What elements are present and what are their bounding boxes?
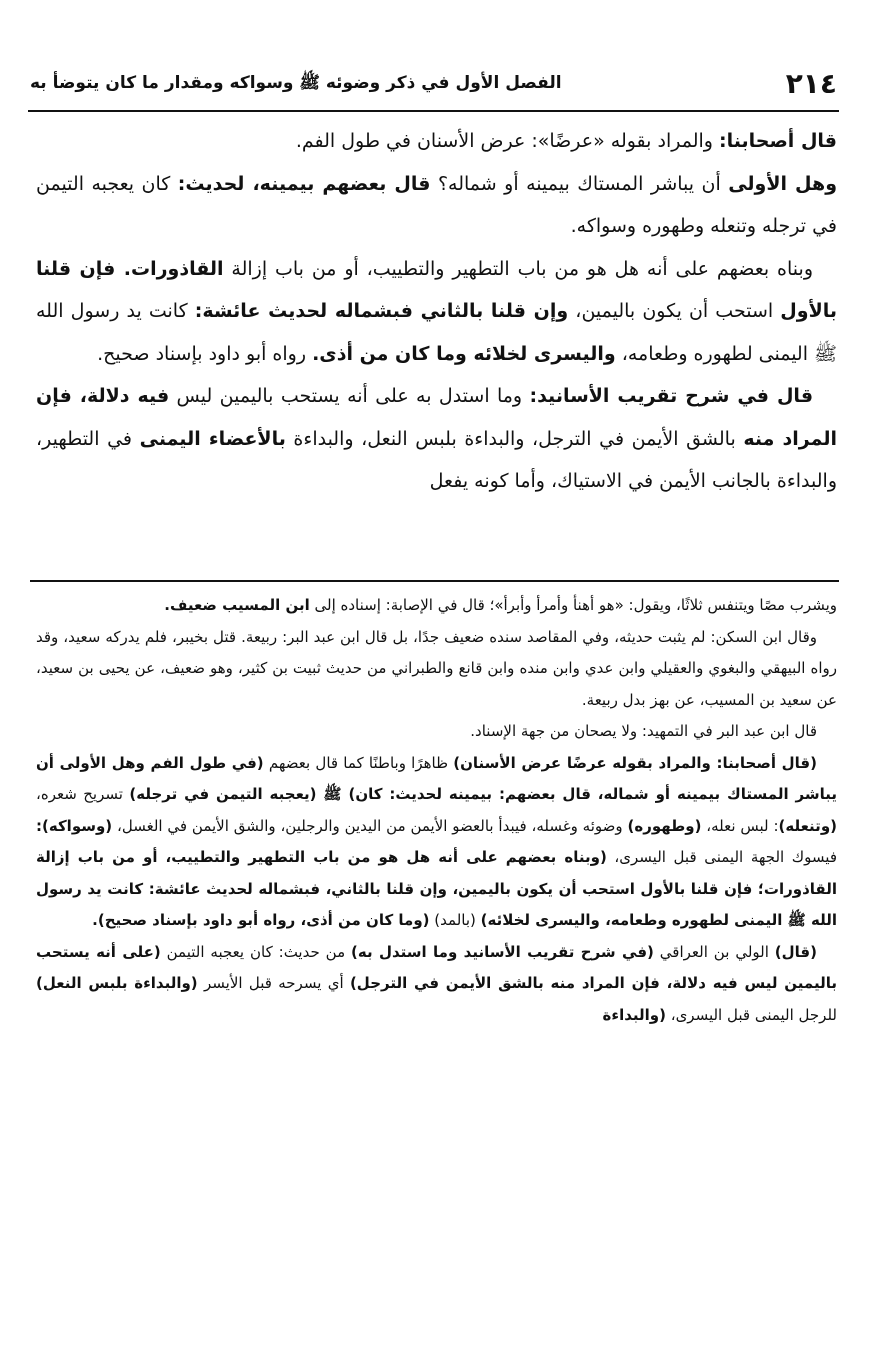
fn4-bold-7: (وما كان من أذى، رواه أبو داود بإسناد صحيح). — [92, 911, 430, 929]
main-p3-text-2: استحب أن يكون باليمين، — [568, 300, 781, 322]
footnote-rule — [30, 580, 839, 582]
fn4-bold-3: (وتنعله) — [778, 816, 837, 835]
main-p3-text-4: رواه أبو داود بإسناد صحيح. — [97, 342, 313, 365]
main-paragraph-4 — [36, 375, 837, 503]
main-p4-bold-1: قال في شرح تقريب الأسانيد: — [529, 385, 814, 407]
fn1-text: ويشرب مصًا ويتنفس ثلاثًا، ويقول: «هو أهنأ وأمرأ وأبرأ»؛ قال في الإصابة: إسناده إلى — [309, 596, 837, 614]
running-title: الفصل الأول في ذكر وضوئه ﷺ وسواكه ومقدار ما كان يتوضأ به — [30, 73, 562, 93]
main-p3-bold-3: واليسرى لخلائه وما كان من أذى. — [312, 342, 616, 365]
fn4-bold-6: (وبناه بعضهم على أنه هل هو من باب التطهير والتطييب، أو من باب إزالة القاذورات؛ فإن قلنا بالأول استحب أن يكون باليمين، وإن قلنا بالثاني، فبشماله لحديث عائشة: كانت يد رسول الله ﷺ اليمنى لطهوره وطعامه، واليسرى لخلائه) — [36, 848, 837, 929]
fn4-text-5: فيسوك الجهة اليمنى قبل اليسرى، — [606, 848, 837, 866]
fn4-bold-1: (قال أصحابنا: والمراد بقوله عرضًا عرض الأسنان) — [453, 753, 817, 772]
footnote-paragraph-2: وقال ابن السكن: لم يثبت حديثه، وفي المقاصد سنده ضعيف جدًا، بل قال ابن عبد البر: ربيعة. قتل بخيبر، فلم يدركه سعيد، وقد رواه البيهقي والبغوي والعقيلي وابن عدي وابن منده وابن قانع والطبراني من حديث ثبيت بن كثير، وهو ضعيف، عن يحيى بن سعيد، عن سعيد بن المسيب، عن بهز بدل ربيعة. — [36, 627, 837, 709]
main-p4-text-1: وما استدل به على أنه يستحب باليمين ليس — [169, 385, 530, 407]
main-p3-bold-1: القاذورات. فإن قلنا بالأول — [36, 257, 837, 322]
fn4-text-2: تسريح شعره، — [36, 785, 130, 803]
main-paragraph-3 — [36, 248, 837, 376]
fn5-bold-4: (والبداءة بلبس النعل) — [36, 974, 198, 992]
main-paragraph-1 — [36, 120, 837, 163]
fn5-text-4: للرجل اليمنى قبل اليسرى، — [665, 1005, 837, 1024]
main-p4-bold-3: بالأعضاء اليمنى — [139, 427, 286, 450]
main-p4-text-2: بالشق الأيمن في الترجل، والبداءة بلبس النعل، والبداءة — [285, 427, 744, 450]
header-rule — [28, 110, 839, 112]
fn4-text-6: (بالمد) — [429, 911, 481, 929]
main-text — [36, 120, 837, 503]
fn5-bold-1: (قال) — [774, 942, 817, 961]
fn5-text-1: الولي بن العراقي — [653, 942, 775, 961]
footnote-paragraph-1 — [36, 590, 837, 622]
fn5-bold-2: (في شرح تقريب الأسانيد وما استدل به) — [351, 942, 654, 961]
main-paragraph-2 — [36, 163, 837, 248]
fn4-text-4: وضوئه وغسله، فيبدأ بالعضو الأيمن من اليدين والرجلين، والشق الأيمن في الغسل، — [112, 816, 628, 835]
footnote-paragraph-4 — [36, 748, 837, 937]
fn5-bold-5: (والبداءة — [602, 1005, 666, 1024]
main-p3-text-3: كانت يد رسول الله ﷺ اليمنى لطهوره وطعامه، — [36, 300, 837, 365]
footnote-paragraph-5 — [36, 937, 837, 1032]
fn4-text-1: ظاهرًا وباطنًا كما قال بعضهم — [263, 753, 454, 772]
main-p1-text: والمراد بقوله «عرضًا»: عرض الأسنان في طول الفم. — [295, 130, 719, 152]
fn5-bold-3: (على أنه يستحب باليمين ليس فيه دلالة، فإن المراد منه بالشق الأيمن في الترجل) — [36, 942, 837, 992]
main-p1-bold: قال أصحابنا: — [719, 130, 837, 152]
main-p2-text-2: كان يعجبه التيمن في ترجله وتنعله وطهوره وسواكه. — [36, 172, 837, 237]
fn4-bold-2: (في طول الفم وهل الأولى أن يباشر المستاك بيمينه أو شماله، قال بعضهم: بيمينه لحديث: كان) ﷺ (يعجبه التيمن في ترجله) — [36, 753, 837, 803]
main-p3-bold-2: وإن قلنا بالثاني فبشماله لحديث عائشة: — [194, 300, 569, 322]
footnotes — [36, 590, 837, 1031]
main-p2-bold-1: وهل الأولى — [728, 172, 838, 195]
fn5-text-2: من حديث: كان يعجبه التيمن — [160, 942, 352, 961]
fn1-bold: ابن المسيب ضعيف. — [164, 596, 310, 614]
fn5-text-3: أي يسرحه قبل الأيسر — [197, 974, 350, 992]
main-p3-text-1: وبناه بعضهم على أنه هل هو من باب التطهير والتطييب، أو من باب إزالة — [223, 257, 813, 280]
fn4-text-3: : لبس نعله، — [701, 816, 779, 835]
main-p4-text-3: في التطهير، والبداءة بالجانب الأيمن في الاستياك، وأما كونه يفعل — [36, 427, 837, 492]
footnote-paragraph-3: قال ابن عبد البر في التمهيد: ولا يصحان من جهة الإسناد. — [470, 722, 817, 740]
page-header — [30, 66, 837, 110]
main-p2-text-1: أن يباشر المستاك بيمينه أو شماله؟ — [430, 172, 729, 195]
main-p2-bold-2: قال بعضهم بيمينه، لحديث: — [177, 172, 431, 195]
fn4-bold-5: (وسواكه): — [36, 816, 113, 835]
main-p4-bold-2: فيه دلالة، فإن المراد منه — [36, 385, 838, 450]
fn4-bold-4: (وطهوره) — [627, 816, 702, 835]
page-number: ٢١٤ — [785, 67, 837, 100]
